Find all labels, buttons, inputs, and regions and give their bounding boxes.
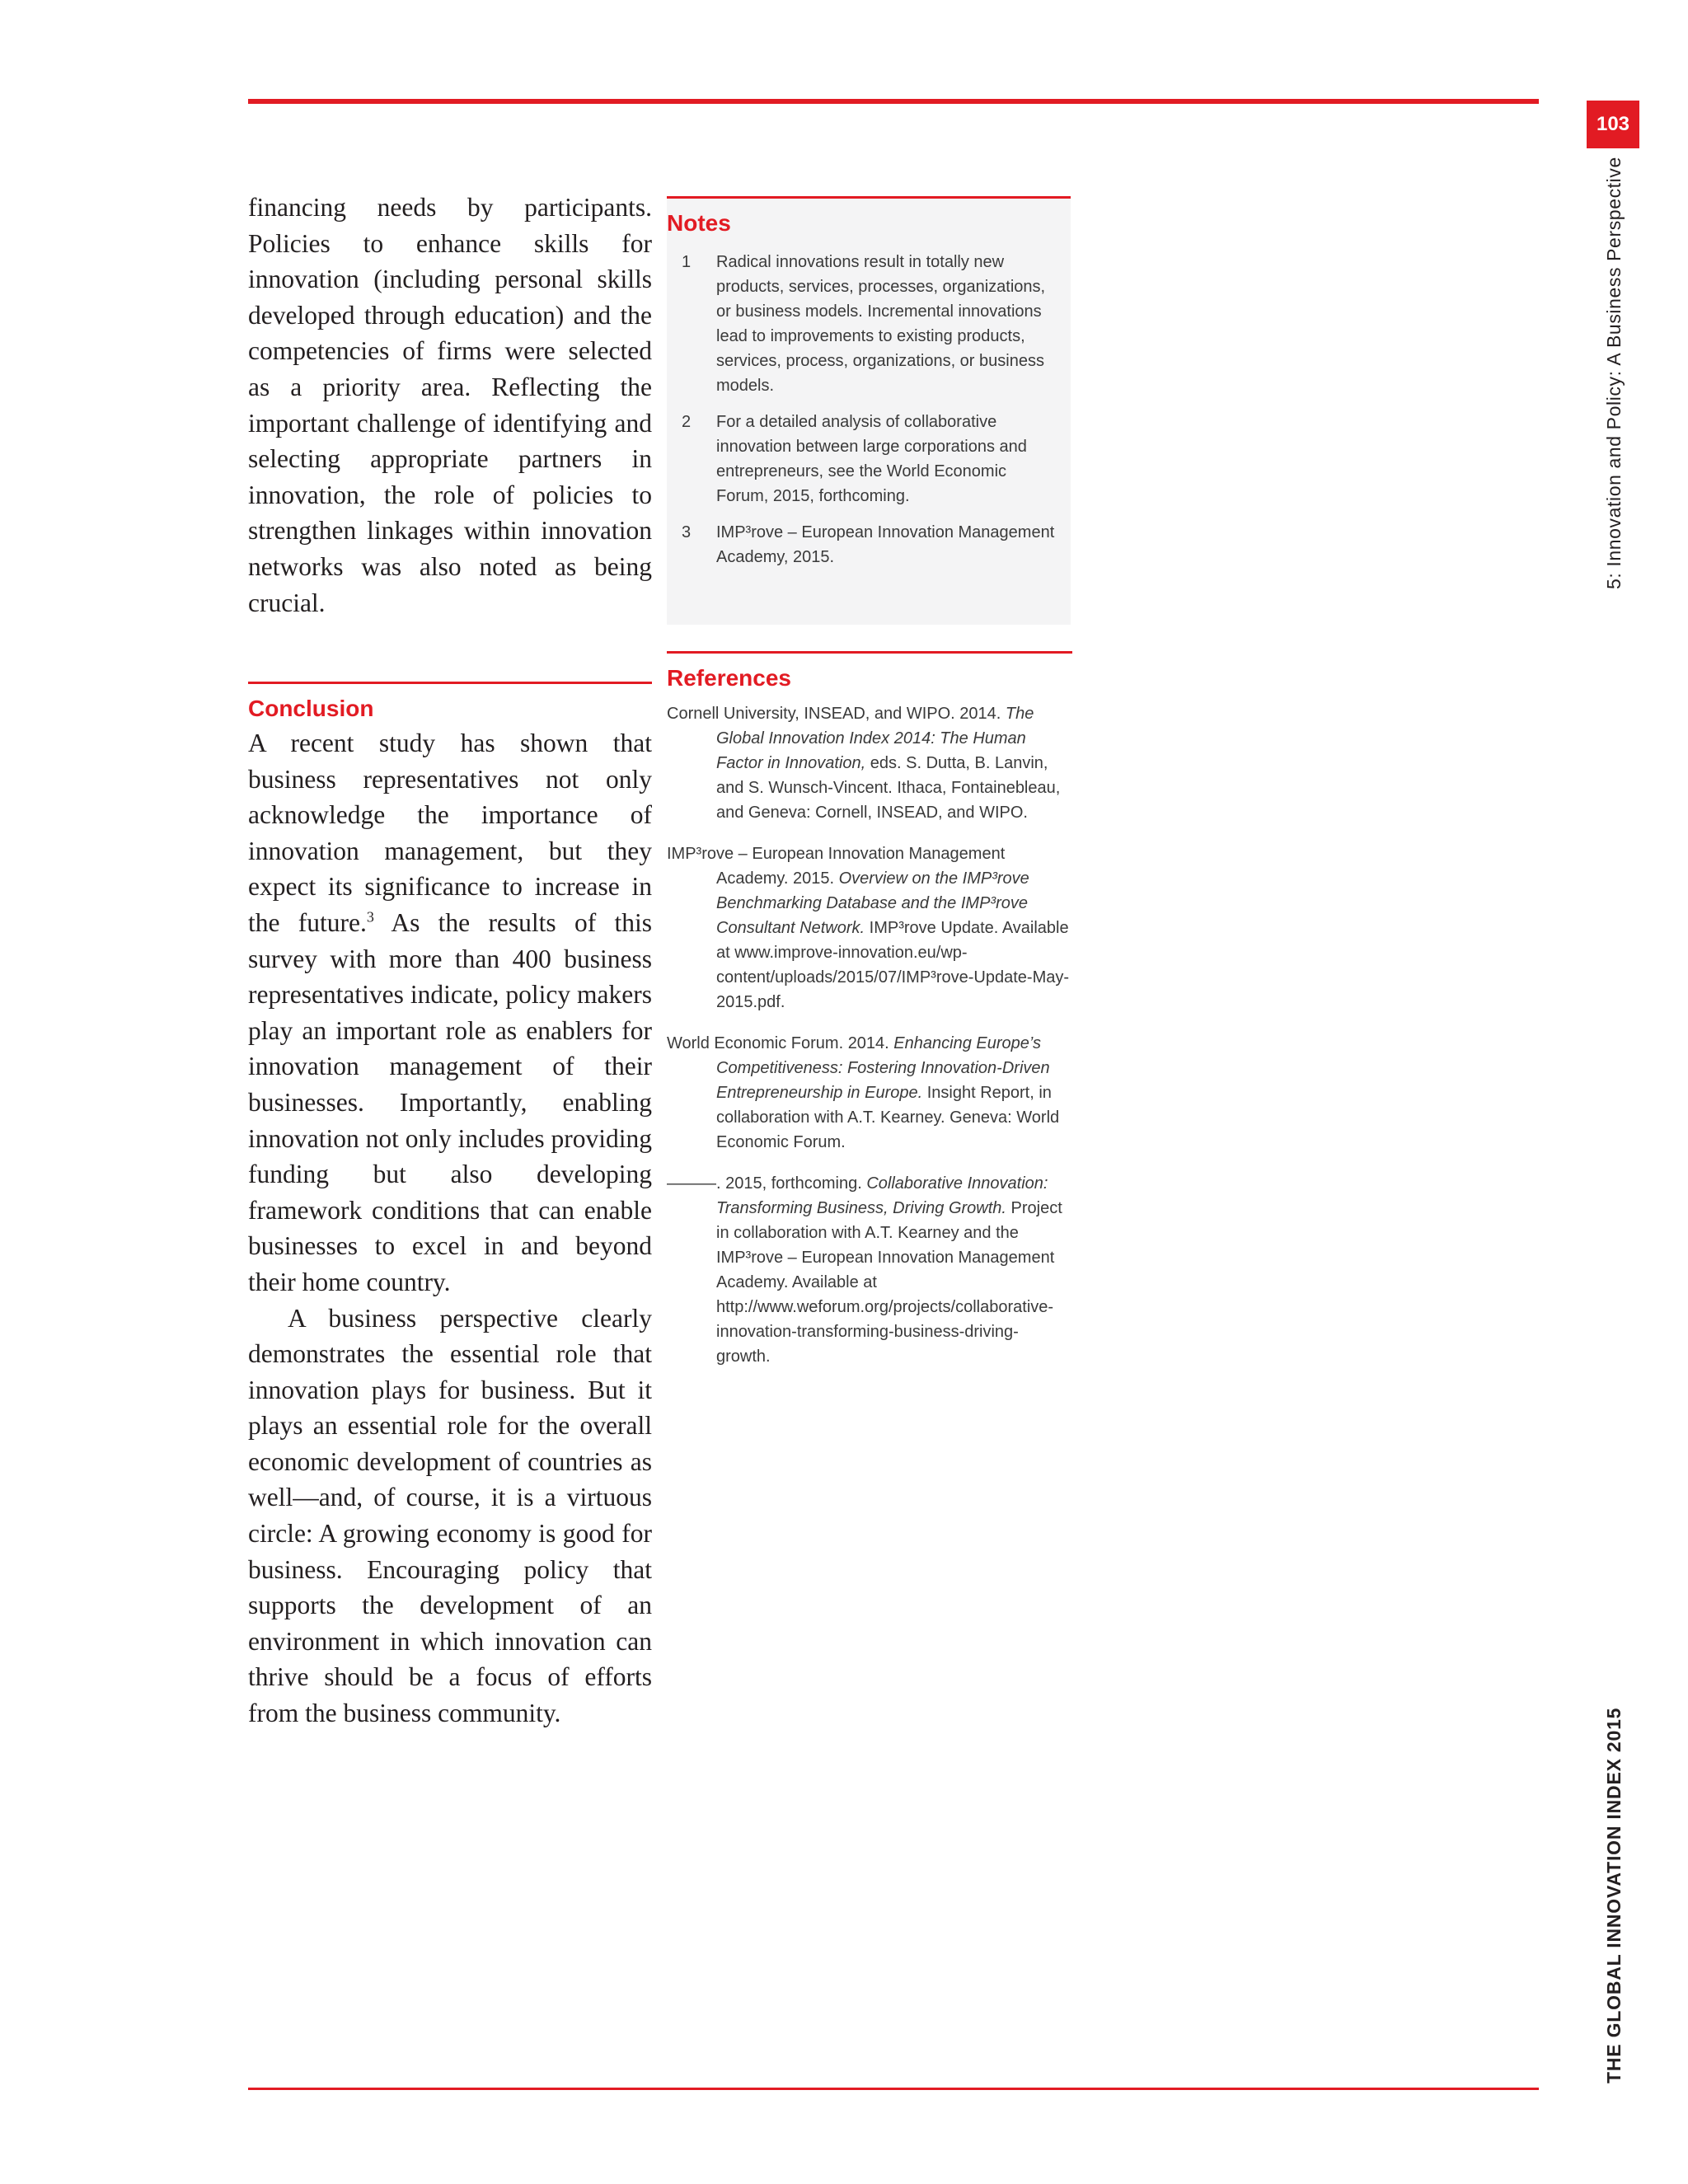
note-number: 2 (682, 413, 692, 431)
reference-source: World Economic Forum. 2014. (667, 1034, 894, 1052)
reference-details: IMP³rove Update. Available at www.improve-innovation.eu/wp-content/uploads/2015/07/IMP³rove-Update-May-2015.pdf. (716, 919, 1070, 1011)
reference-item (667, 1031, 1072, 1155)
reference-details: eds. S. Dutta, B. Lanvin, and S. Wunsch-Vincent. Ithaca, Fontainebleau, and Geneva: Cornell, INSEAD, and WIPO. (716, 754, 1061, 822)
conclusion-paragraph-1-part-a: A recent study has shown that business representatives not only acknowledge the importance of innovation management, but they expect its significance to increase in the future. (248, 729, 652, 937)
reference-source: ———. 2015, forthcoming. (667, 1174, 867, 1193)
reference-title: Enhancing Europe’s Competitiveness: Fostering Innovation-Driven Entrepreneurship in Europe. (716, 1034, 1050, 1102)
note-item (667, 410, 1071, 509)
footnote-ref-3: 3 (366, 908, 374, 926)
intro-paragraph: financing needs by participants. Policies to enhance skills for innovation (including personal skills developed through education) and the competencies of firms were selected as a priority area. Reflecting the important challenge of identifying and selecting appropriate partners in innovation, the role of policies to strengthen linkages within innovation networks was also noted as being crucial. (248, 193, 652, 617)
conclusion-paragraph-1-part-b: As the results of this survey with more than 400 business representatives indicate, policy makers play an important role as enablers for innovation management of their businesses. Importantly, enabling innovation not only includes providing funding but also developing framework conditions that can enable businesses to excel in and beyond their home country. (248, 907, 652, 1296)
reference-source: IMP³rove – European Innovation Management Academy. 2015. (667, 845, 1006, 888)
conclusion-paragraph-2: A business perspective clearly demonstrates the essential role that innovation plays for business. But it plays an essential role for the overall economic development of countries as well—and, of course, it is a virtuous circle: A growing economy is good for business. Encouraging policy that supports the development of an environment in which innovation can thrive should be a focus of efforts from the business community. (248, 1303, 652, 1728)
note-item (667, 520, 1071, 569)
publication-title: THE GLOBAL INNOVATION INDEX 2015 (1603, 1707, 1625, 2083)
reference-details: Insight Report, in collaboration with A.T. Kearney. Geneva: World Economic Forum. (716, 1084, 1060, 1151)
conclusion-paragraph-1 (248, 725, 652, 1301)
reference-source: Cornell University, INSEAD, and WIPO. 2014. (667, 705, 1006, 723)
conclusion-body (248, 725, 652, 1732)
reference-title: Overview on the IMP³rove Benchmarking Database and the IMP³rove Consultant Network. (716, 869, 1029, 937)
main-text-column (248, 190, 652, 621)
note-text: For a detailed analysis of collaborative innovation between large corporations and entrepreneurs, see the World Economic Forum, 2015, forthcoming. (716, 413, 1027, 505)
notes-list (667, 250, 1071, 569)
reference-item (667, 841, 1072, 1015)
references-list (667, 701, 1072, 1369)
chapter-label: 5: Innovation and Policy: A Business Perspective (1603, 157, 1625, 589)
references-section (667, 651, 1072, 1369)
reference-title: Collaborative Innovation: Transforming Business, Driving Growth. (716, 1174, 1048, 1217)
notes-heading: Notes (667, 210, 731, 236)
bottom-red-rule (248, 2088, 1539, 2090)
notes-section (667, 196, 1071, 569)
notes-rule (667, 196, 1071, 199)
reference-title: The Global Innovation Index 2014: The Human Factor in Innovation, (716, 705, 1034, 772)
note-number: 3 (682, 523, 692, 541)
note-number: 1 (682, 253, 692, 271)
references-heading: References (667, 665, 791, 691)
conclusion-heading: Conclusion (248, 696, 374, 721)
references-rule (667, 651, 1072, 654)
top-red-rule (248, 99, 1539, 104)
reference-item (667, 1171, 1072, 1369)
reference-details: Project in collaboration with A.T. Kearney and the IMP³rove – European Innovation Management Academy. Available at http://www.weforum.org/projects/collaborative-innovation-transforming-business-driving-growth. (716, 1199, 1062, 1366)
reference-item (667, 701, 1072, 825)
page-number: 103 (1587, 101, 1639, 148)
note-text: IMP³rove – European Innovation Management Academy, 2015. (716, 523, 1055, 566)
conclusion-section (248, 682, 652, 1732)
note-item (667, 250, 1071, 398)
note-text: Radical innovations result in totally new products, services, processes, organizations, or business models. Incremental innovations lead to improvements to existing products, services, process, organizations, or business models. (716, 253, 1046, 395)
conclusion-rule (248, 682, 652, 684)
